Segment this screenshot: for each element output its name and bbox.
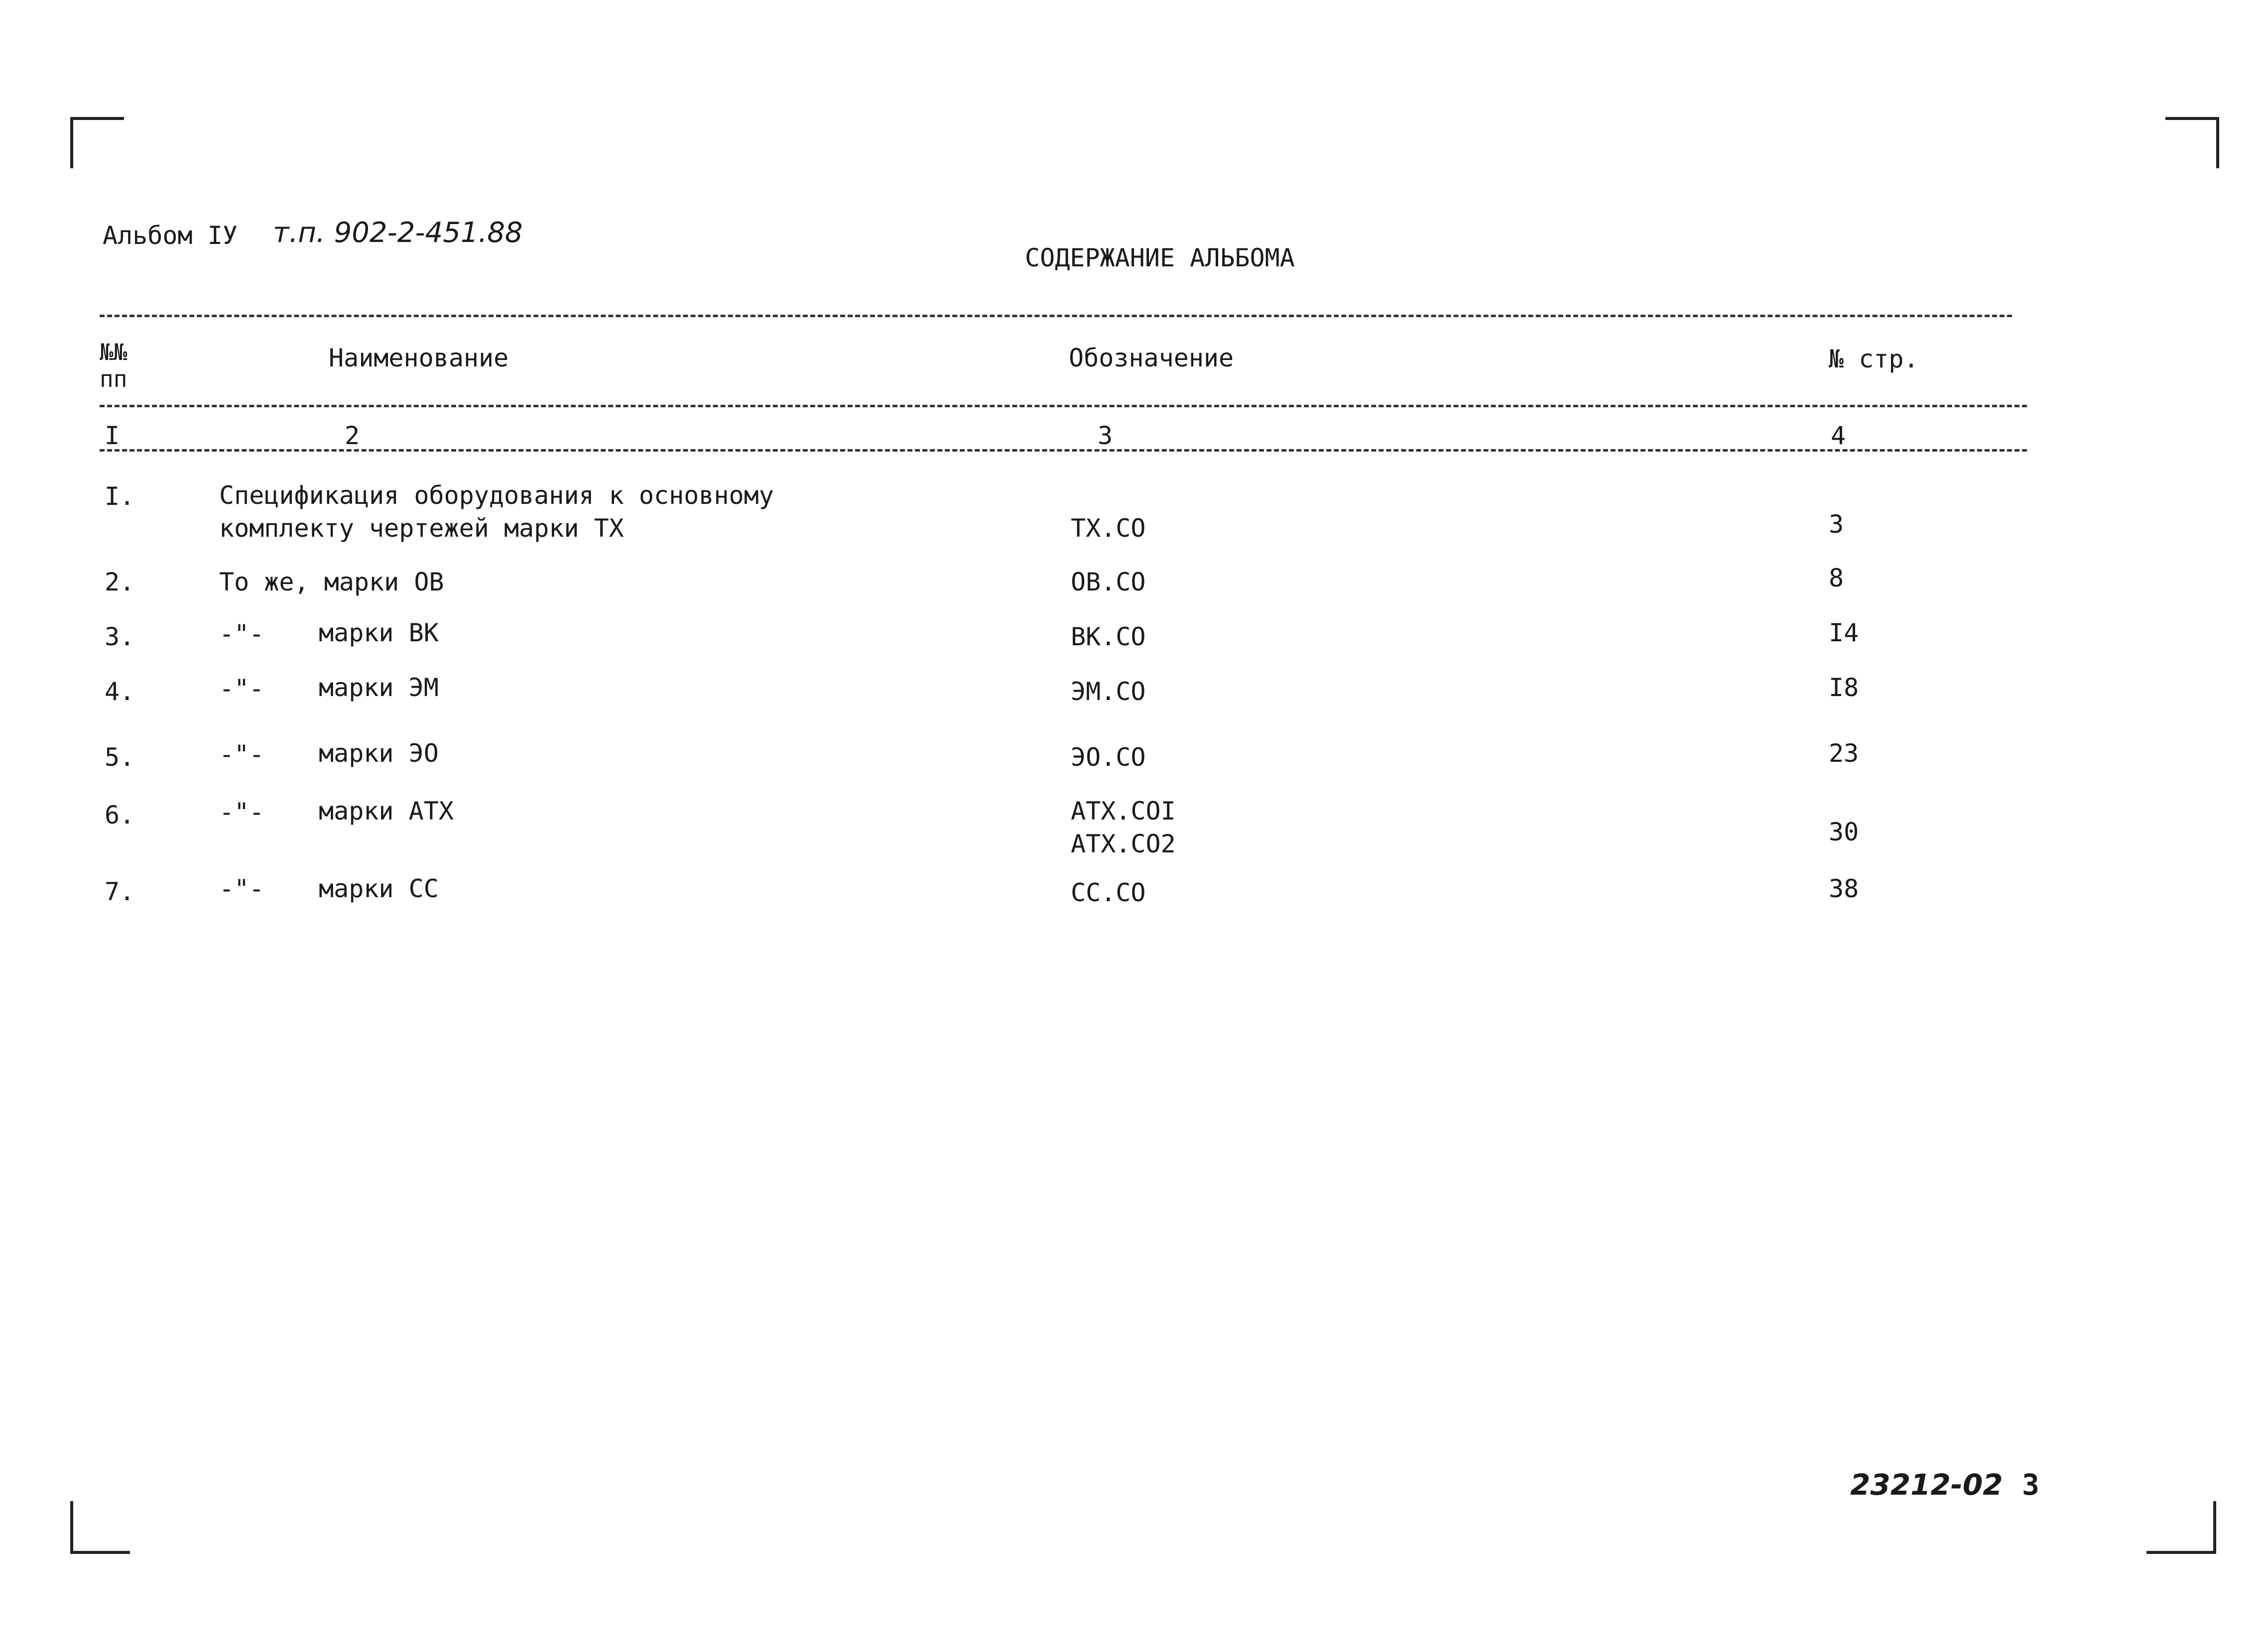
- table-row-designation: ОВ.СО: [1071, 568, 1146, 596]
- table-row-page: 8: [1829, 564, 1844, 592]
- column-number-3: 3: [1098, 421, 1113, 450]
- table-row-page: I4: [1829, 618, 1859, 647]
- table-row-number: 2.: [105, 568, 135, 596]
- column-number-2: 2: [345, 421, 360, 450]
- header-bottom-rule: [100, 405, 2027, 407]
- column-header-designation: Обозначение: [1069, 344, 1234, 372]
- ditto-mark: -"-: [219, 619, 264, 648]
- ditto-mark: -"-: [219, 674, 264, 703]
- table-row-designation: АТХ.СОI АТХ.СО2: [1071, 797, 1176, 858]
- table-row-page: I8: [1829, 673, 1859, 702]
- ditto-mark: -"-: [219, 874, 264, 903]
- table-row-number: 7.: [105, 877, 135, 906]
- table-row-page: 23: [1829, 739, 1859, 768]
- document-code: 23212-02: [1850, 1468, 2003, 1502]
- table-row-number: 3.: [105, 622, 135, 651]
- table-row-mark: марки АТХ: [319, 797, 454, 826]
- column-number-4: 4: [1831, 421, 1846, 450]
- table-row-mark: марки ЭО: [319, 739, 439, 768]
- table-row-number: 6.: [105, 801, 135, 829]
- column-header-number: №№ пп: [100, 339, 127, 392]
- column-header-name: Наименование: [329, 344, 509, 372]
- table-row-designation: СС.СО: [1071, 878, 1146, 907]
- corner-mark-top-left: [70, 117, 124, 168]
- page-title: СОДЕРЖАНИЕ АЛЬБОМА: [1025, 243, 1295, 272]
- table-row-mark: марки ВК: [319, 618, 439, 647]
- table-row-name: То же, марки ОВ: [219, 568, 444, 596]
- corner-mark-top-right: [2165, 117, 2219, 168]
- column-numbers-rule: [100, 449, 2027, 452]
- table-row-page: 3: [1829, 510, 1844, 539]
- ditto-mark: -"-: [219, 798, 264, 826]
- table-top-rule: [100, 315, 2012, 317]
- table-row-number: 5.: [105, 743, 135, 772]
- table-row-designation: ЭО.СО: [1071, 743, 1146, 772]
- table-row-mark: марки ЭМ: [319, 673, 439, 702]
- table-row-designation: ЭМ.СО: [1071, 677, 1146, 706]
- table-row-number: 4.: [105, 677, 135, 706]
- ditto-mark: -"-: [219, 740, 264, 769]
- column-header-page: № стр.: [1829, 345, 1919, 373]
- page-number: 3: [2022, 1468, 2039, 1502]
- album-label: Альбом IУ: [103, 221, 238, 250]
- table-row-designation: ТХ.СО: [1071, 514, 1146, 543]
- corner-mark-bottom-left: [70, 1501, 130, 1554]
- table-row-page: 38: [1829, 874, 1859, 903]
- table-row-designation: ВК.СО: [1071, 622, 1146, 651]
- column-number-1: I: [105, 421, 120, 450]
- corner-mark-bottom-right: [2146, 1501, 2216, 1554]
- table-row-mark: марки СС: [319, 874, 439, 903]
- table-row-name: Спецификация оборудования к основному комплекту чертежей марки ТХ: [219, 481, 774, 543]
- table-row-page: 30: [1829, 818, 1859, 846]
- project-code: т.п. 902-2-451.88: [273, 217, 523, 249]
- table-row-number: I.: [105, 482, 135, 511]
